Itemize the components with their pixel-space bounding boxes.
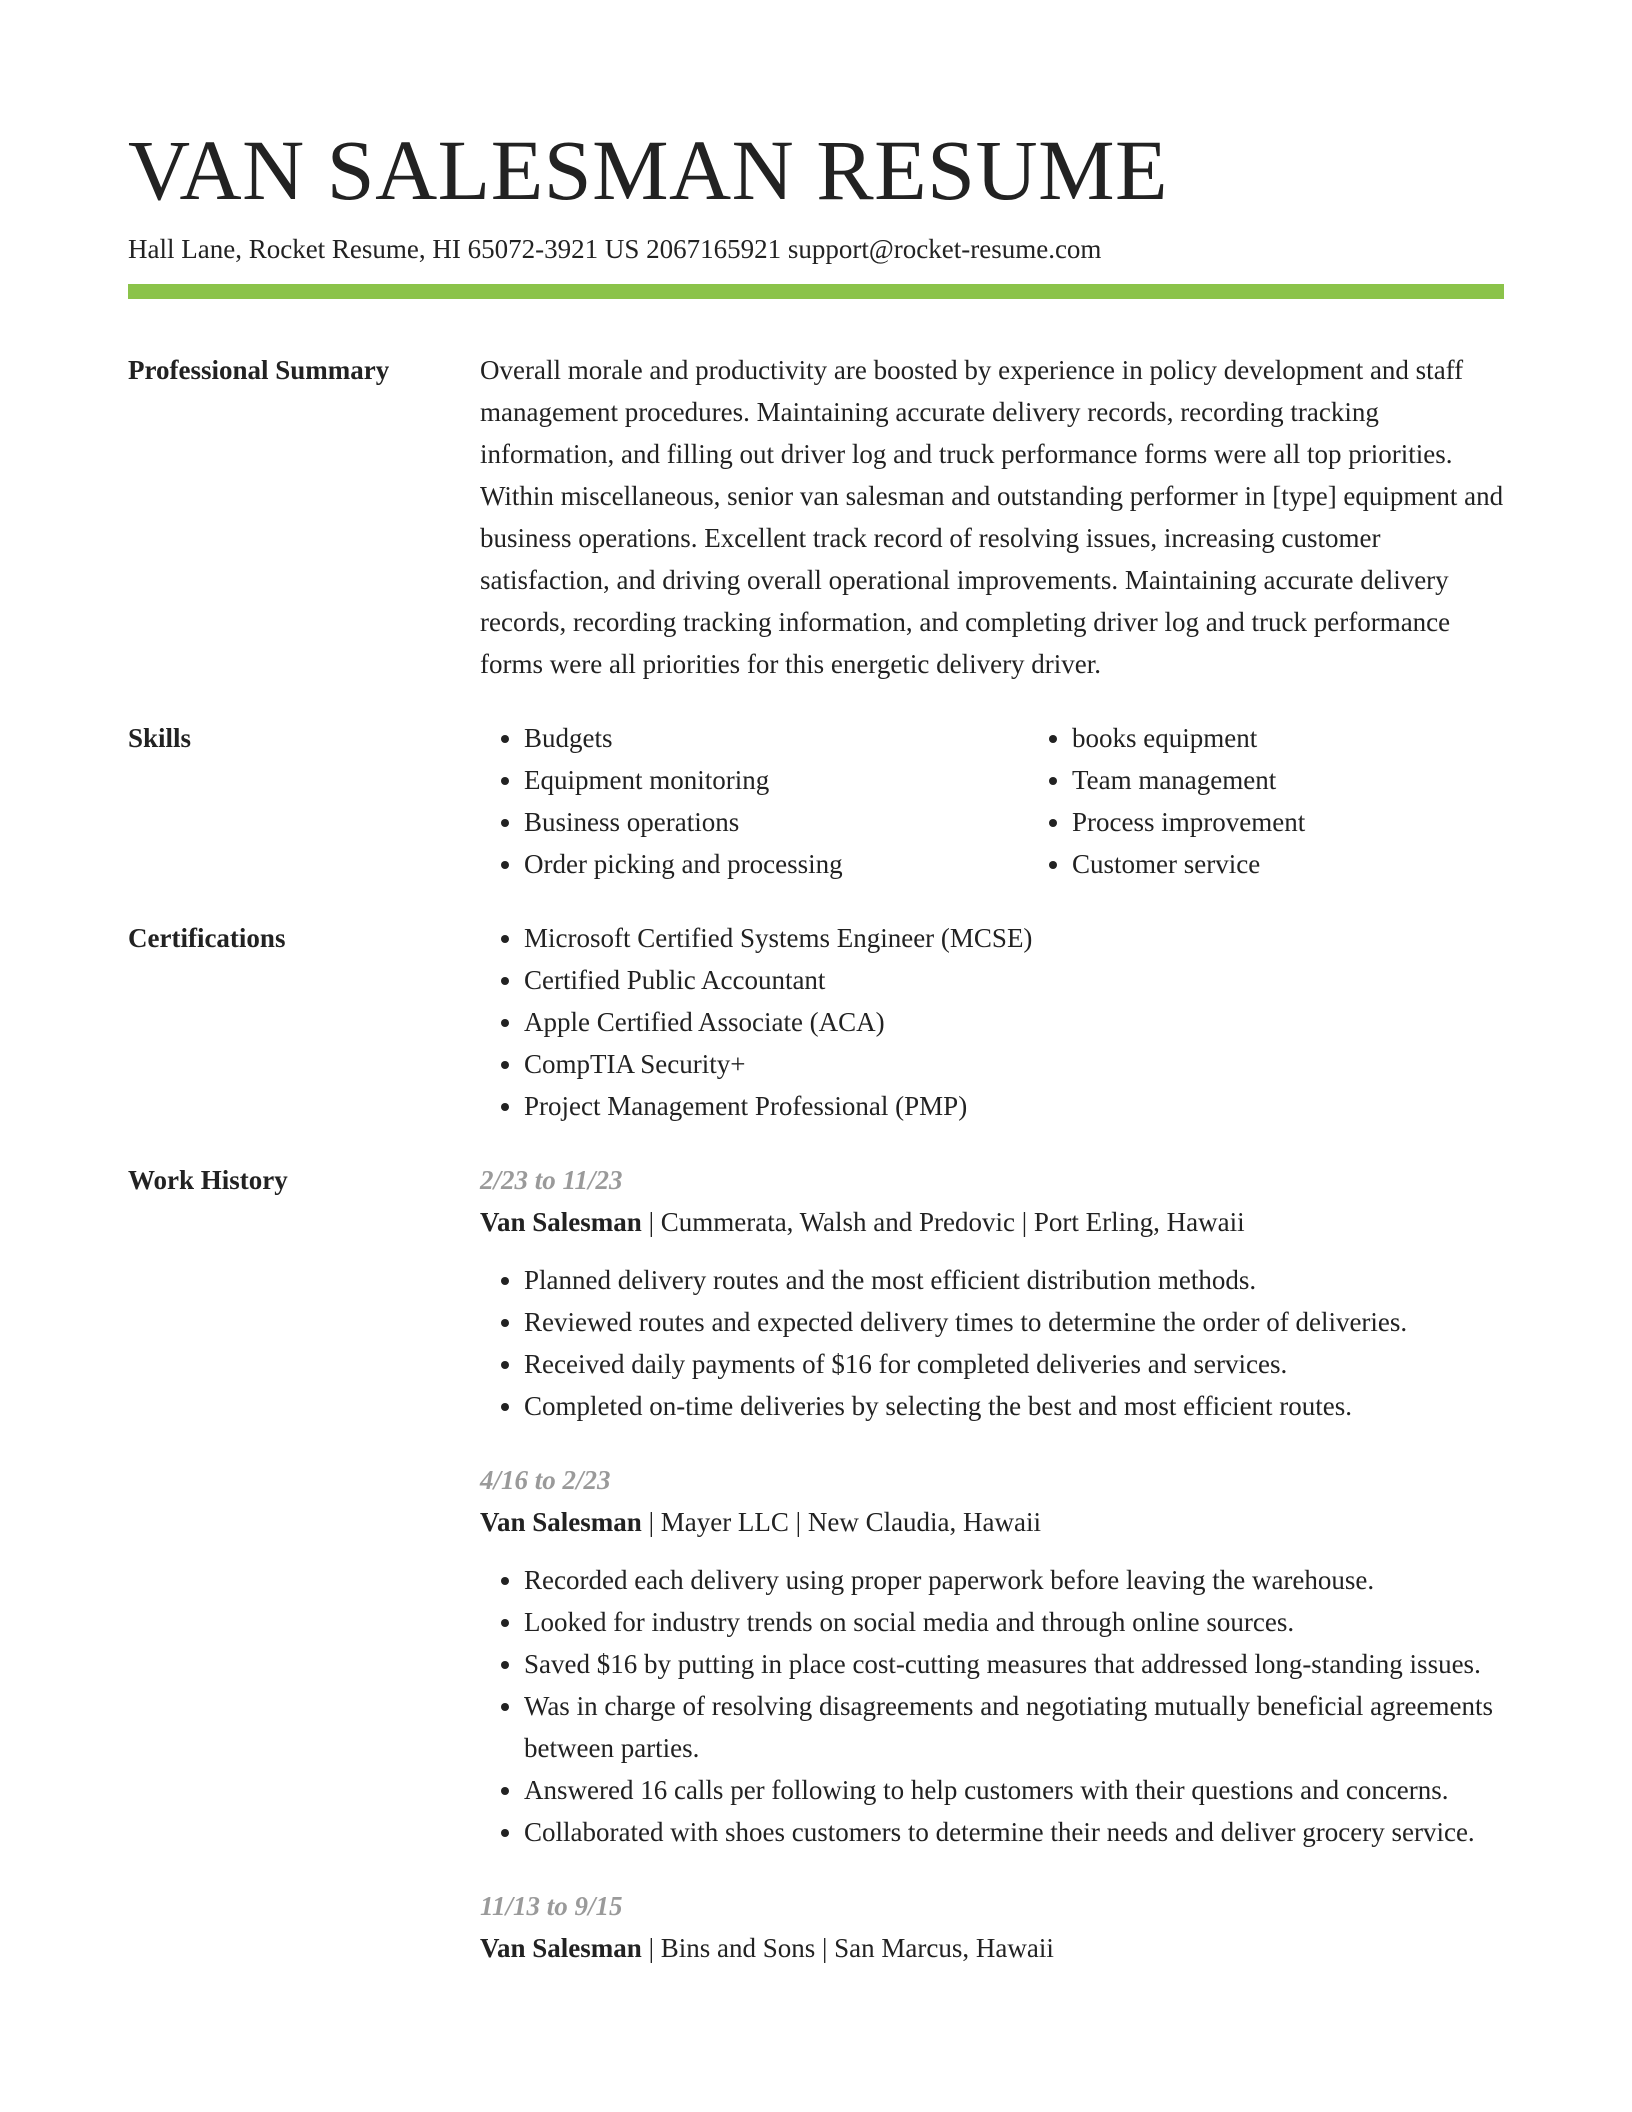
skills-body [480,717,1552,885]
job-bullet: • Saved $16 by putting in place cost-cutting measures that addressed long-standing issues. [524,1643,1504,1685]
job-bullet: • Reviewed routes and expected delivery times to determine the order of deliveries. [524,1301,1504,1343]
job-heading [480,1201,1504,1243]
skill-item: • Customer service [1072,843,1552,885]
job-heading [480,1501,1504,1543]
job-entry [480,1885,1504,1969]
skill-item: • Equipment monitoring [524,759,1028,801]
certification-item: • Project Management Professional (PMP) [524,1085,1504,1127]
skill-item: • books equipment [1072,717,1552,759]
skills-list-left [480,717,1028,885]
work-history-body [480,1159,1504,2001]
job-bullet: • Looked for industry trends on social media and through online sources. [524,1601,1504,1643]
certification-item: • Microsoft Certified Systems Engineer (MCSE) [524,917,1504,959]
skill-item: • Business operations [524,801,1028,843]
job-bullet: • Answered 16 calls per following to help customers with their questions and concerns. [524,1769,1504,1811]
certifications-list [480,917,1504,1127]
job-bullet: • Completed on-time deliveries by selecting the best and most efficient routes. [524,1385,1504,1427]
job-bullet: • Received daily payments of $16 for completed deliveries and services. [524,1343,1504,1385]
section-label-certifications: Certifications [128,923,286,953]
job-heading [480,1927,1504,1969]
skills-list-right [1028,717,1552,885]
job-dates: 11/13 to 9/15 [480,1891,623,1921]
job-title: Van Salesman [480,1207,642,1237]
job-details: | Mayer LLC | New Claudia, Hawaii [641,1507,1042,1537]
job-bullet: • Was in charge of resolving disagreements and negotiating mutually beneficial agreements between parties. [524,1685,1504,1769]
skills-section [128,717,1504,885]
job-details: | Bins and Sons | San Marcus, Hawaii [641,1933,1054,1963]
professional-summary-section [128,349,1504,685]
resume-page [128,0,1504,2001]
job-dates: 4/16 to 2/23 [480,1465,611,1495]
job-bullet: • Collaborated with shoes customers to determine their needs and deliver grocery service. [524,1811,1504,1853]
skill-item: • Budgets [524,717,1028,759]
skill-item: • Order picking and processing [524,843,1028,885]
summary-text: Overall morale and productivity are boosted by experience in policy development and staff management procedures. Maintaining accurate delivery records, recording tracking information, and filling out driver log and truck performance forms were all top priorities. Within miscellaneous, senior van salesman and outstanding performer in [type] equipment and business operations. Excellent track record of resolving issues, increasing customer satisfaction, and driving overall operational improvements. Maintaining accurate delivery records, recording tracking information, and completing driver log and truck performance forms were all priorities for this energetic delivery driver. [480,355,1504,679]
summary-body [480,349,1504,685]
job-bullets [480,1259,1504,1427]
job-entry [480,1459,1504,1853]
contact-line: Hall Lane, Rocket Resume, HI 65072-3921 US 2067165921 support@rocket-resume.com [128,234,1102,264]
job-dates: 2/23 to 11/23 [480,1165,623,1195]
work-history-section [128,1159,1504,2001]
job-title: Van Salesman [480,1507,642,1537]
job-bullets [480,1559,1504,1853]
job-bullet: • Planned delivery routes and the most efficient distribution methods. [524,1259,1504,1301]
job-title: Van Salesman [480,1933,642,1963]
certification-item: • Apple Certified Associate (ACA) [524,1001,1504,1043]
certifications-body [480,917,1504,1127]
certification-item: • Certified Public Accountant [524,959,1504,1001]
resume-title: VAN SALESMAN RESUME [128,122,1169,218]
section-label-summary: Professional Summary [128,355,390,385]
certifications-section [128,917,1504,1127]
section-label-work-history: Work History [128,1165,288,1195]
job-entry [480,1159,1504,1427]
job-bullet: • Recorded each delivery using proper paperwork before leaving the warehouse. [524,1559,1504,1601]
section-label-skills: Skills [128,723,192,753]
skill-item: • Process improvement [1072,801,1552,843]
skill-item: • Team management [1072,759,1552,801]
accent-divider [128,284,1504,299]
certification-item: • CompTIA Security+ [524,1043,1504,1085]
job-details: | Cummerata, Walsh and Predovic | Port Erling, Hawaii [641,1207,1245,1237]
